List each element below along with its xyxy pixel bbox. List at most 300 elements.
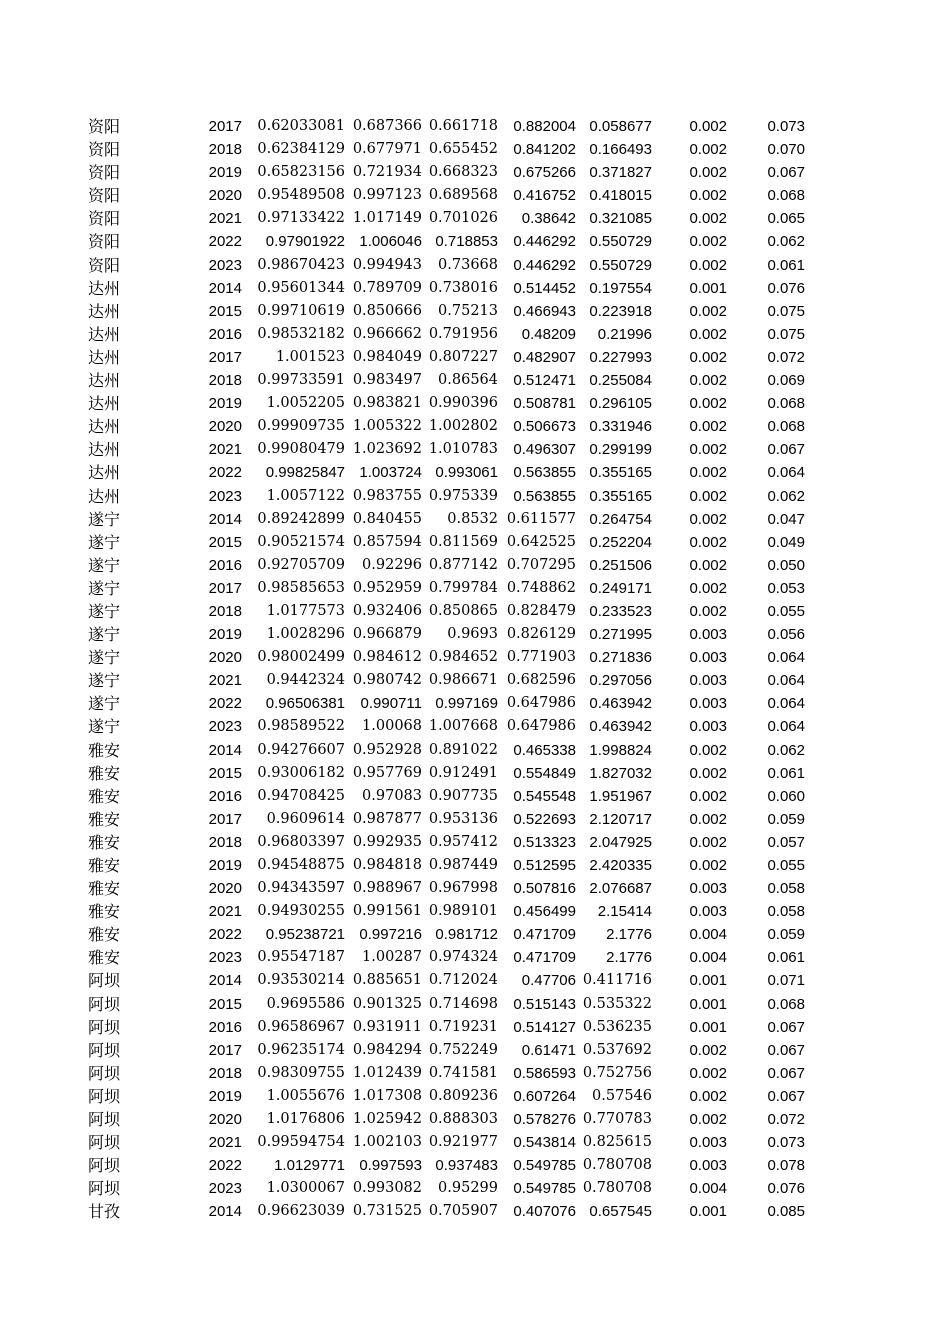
cell-year[interactable]: 2014 xyxy=(208,972,242,990)
cell-value-6[interactable]: 0.002 xyxy=(689,348,727,366)
cell-value-7[interactable]: 0.073 xyxy=(767,1134,805,1152)
cell-value-5[interactable]: 0.251506 xyxy=(589,556,652,574)
cell-value-1[interactable]: 0.96506381 xyxy=(265,695,345,713)
cell-value-1[interactable]: 0.98585653 xyxy=(257,579,345,596)
cell-value-2[interactable]: 0.987877 xyxy=(352,810,422,827)
cell-year[interactable]: 2017 xyxy=(208,348,242,366)
cell-value-5[interactable]: 0.418015 xyxy=(589,187,652,205)
cell-value-4[interactable]: 0.545548 xyxy=(513,787,576,805)
cell-city[interactable]: 达州 xyxy=(88,486,121,506)
cell-value-3[interactable]: 0.989101 xyxy=(428,903,498,920)
cell-value-2[interactable]: 0.789709 xyxy=(352,279,422,296)
cell-value-5[interactable]: 0.537692 xyxy=(582,1041,652,1058)
cell-value-2[interactable]: 0.957769 xyxy=(352,764,422,781)
cell-value-7[interactable]: 0.064 xyxy=(767,464,805,482)
cell-value-3[interactable]: 0.75213 xyxy=(438,302,498,319)
cell-value-5[interactable]: 0.21996 xyxy=(597,325,652,343)
cell-value-4[interactable]: 0.466943 xyxy=(513,302,576,320)
cell-value-2[interactable]: 0.885651 xyxy=(352,972,422,989)
cell-value-6[interactable]: 0.002 xyxy=(689,464,727,482)
cell-value-3[interactable]: 0.984652 xyxy=(428,649,498,666)
cell-value-1[interactable]: 0.95238721 xyxy=(265,926,345,944)
cell-value-2[interactable]: 1.012439 xyxy=(352,1064,422,1081)
cell-value-7[interactable]: 0.062 xyxy=(767,741,805,759)
cell-value-3[interactable]: 0.975339 xyxy=(428,487,498,504)
cell-value-2[interactable]: 1.00068 xyxy=(362,718,422,735)
cell-value-7[interactable]: 0.072 xyxy=(767,348,805,366)
cell-year[interactable]: 2022 xyxy=(208,695,242,713)
cell-value-5[interactable]: 0.550729 xyxy=(589,233,652,251)
cell-city[interactable]: 资阳 xyxy=(88,232,121,252)
cell-year[interactable]: 2021 xyxy=(208,210,242,228)
cell-value-4[interactable]: 0.882004 xyxy=(513,118,576,135)
cell-value-7[interactable]: 0.068 xyxy=(767,995,805,1013)
cell-city[interactable]: 阿坝 xyxy=(88,971,121,991)
cell-value-6[interactable]: 0.002 xyxy=(689,302,727,320)
cell-value-4[interactable]: 0.407076 xyxy=(513,1203,576,1221)
cell-city[interactable]: 阿坝 xyxy=(88,994,121,1014)
cell-value-3[interactable]: 0.921977 xyxy=(428,1134,498,1151)
cell-value-6[interactable]: 0.001 xyxy=(689,995,727,1013)
cell-value-6[interactable]: 0.002 xyxy=(689,441,727,459)
cell-value-7[interactable]: 0.067 xyxy=(767,164,805,182)
cell-value-4[interactable]: 0.48209 xyxy=(521,325,576,343)
cell-value-3[interactable]: 0.888303 xyxy=(428,1111,498,1128)
cell-year[interactable]: 2018 xyxy=(208,372,242,390)
cell-value-7[interactable]: 0.076 xyxy=(767,279,805,297)
cell-year[interactable]: 2021 xyxy=(208,441,242,459)
cell-value-3[interactable]: 0.907735 xyxy=(428,787,498,804)
cell-value-2[interactable]: 0.997593 xyxy=(359,1157,422,1175)
cell-city[interactable]: 达州 xyxy=(88,347,121,367)
cell-value-6[interactable]: 0.004 xyxy=(689,1180,727,1198)
cell-value-1[interactable]: 0.97901922 xyxy=(265,233,345,251)
cell-year[interactable]: 2022 xyxy=(208,1157,242,1175)
cell-value-7[interactable]: 0.078 xyxy=(767,1157,805,1175)
cell-value-7[interactable]: 0.057 xyxy=(767,833,805,851)
cell-value-4[interactable]: 0.554849 xyxy=(513,764,576,782)
cell-value-6[interactable]: 0.003 xyxy=(689,903,727,921)
cell-year[interactable]: 2018 xyxy=(208,1064,242,1082)
cell-year[interactable]: 2023 xyxy=(208,256,242,274)
cell-value-5[interactable]: 0.271995 xyxy=(589,626,652,644)
cell-value-6[interactable]: 0.002 xyxy=(689,210,727,228)
cell-value-5[interactable]: 0.752756 xyxy=(582,1064,652,1081)
cell-value-3[interactable]: 0.967998 xyxy=(428,880,498,897)
cell-value-6[interactable]: 0.002 xyxy=(689,233,727,251)
cell-value-3[interactable]: 0.791956 xyxy=(428,325,498,342)
cell-value-1[interactable]: 0.90521574 xyxy=(257,533,345,550)
cell-value-2[interactable]: 1.002103 xyxy=(352,1134,422,1151)
cell-value-2[interactable]: 0.984612 xyxy=(352,649,422,666)
cell-year[interactable]: 2021 xyxy=(208,672,242,690)
cell-value-6[interactable]: 0.002 xyxy=(689,579,727,597)
cell-value-4[interactable]: 0.61471 xyxy=(521,1041,576,1059)
cell-value-4[interactable]: 0.578276 xyxy=(513,1111,576,1129)
cell-value-2[interactable]: 0.840455 xyxy=(352,510,422,527)
cell-value-6[interactable]: 0.004 xyxy=(689,949,727,967)
cell-city[interactable]: 阿坝 xyxy=(88,1017,121,1037)
cell-city[interactable]: 雅安 xyxy=(88,856,121,875)
cell-value-4[interactable]: 0.522693 xyxy=(513,810,576,828)
cell-value-5[interactable]: 0.536235 xyxy=(582,1018,652,1035)
cell-value-6[interactable]: 0.003 xyxy=(689,880,727,898)
cell-value-3[interactable]: 1.010783 xyxy=(428,441,498,458)
cell-value-4[interactable]: 0.647986 xyxy=(506,695,576,712)
cell-value-3[interactable]: 0.891022 xyxy=(428,741,498,758)
cell-value-5[interactable]: 0.223918 xyxy=(589,302,652,320)
cell-city[interactable]: 阿坝 xyxy=(88,1179,121,1199)
cell-city[interactable]: 甘孜 xyxy=(88,1202,121,1222)
cell-value-1[interactable]: 0.95547187 xyxy=(257,949,345,966)
cell-year[interactable]: 2016 xyxy=(208,787,242,805)
cell-value-4[interactable]: 0.513323 xyxy=(513,833,576,851)
cell-value-5[interactable]: 0.252204 xyxy=(589,533,652,551)
cell-value-5[interactable]: 0.321085 xyxy=(589,210,652,228)
cell-value-6[interactable]: 0.002 xyxy=(689,510,727,528)
cell-value-7[interactable]: 0.070 xyxy=(767,141,805,159)
cell-year[interactable]: 2016 xyxy=(208,325,242,343)
cell-value-5[interactable]: 0.355165 xyxy=(589,487,652,505)
cell-value-3[interactable]: 0.990396 xyxy=(428,395,498,412)
cell-city[interactable]: 雅安 xyxy=(88,879,121,899)
cell-value-6[interactable]: 0.002 xyxy=(689,810,727,828)
cell-value-3[interactable]: 0.741581 xyxy=(428,1064,498,1081)
cell-value-4[interactable]: 0.748862 xyxy=(506,579,576,596)
cell-value-4[interactable]: 0.607264 xyxy=(513,1087,576,1105)
cell-year[interactable]: 2022 xyxy=(208,464,242,482)
cell-value-5[interactable]: 0.411716 xyxy=(582,972,652,989)
cell-value-7[interactable]: 0.061 xyxy=(767,949,805,967)
cell-value-7[interactable]: 0.055 xyxy=(767,857,805,874)
cell-city[interactable]: 遂宁 xyxy=(88,694,121,714)
cell-value-1[interactable]: 0.98589522 xyxy=(257,718,345,735)
cell-value-4[interactable]: 0.611577 xyxy=(506,510,576,527)
cell-value-3[interactable]: 1.007668 xyxy=(428,718,498,735)
cell-value-4[interactable]: 0.586593 xyxy=(513,1064,576,1082)
cell-city[interactable]: 遂宁 xyxy=(88,625,121,645)
cell-value-6[interactable]: 0.002 xyxy=(689,1041,727,1059)
cell-value-1[interactable]: 0.99733591 xyxy=(257,372,345,389)
cell-value-5[interactable]: 0.550729 xyxy=(589,256,652,274)
cell-year[interactable]: 2020 xyxy=(208,1111,242,1129)
cell-value-2[interactable]: 0.991561 xyxy=(352,903,422,920)
cell-city[interactable]: 达州 xyxy=(88,394,121,414)
cell-year[interactable]: 2020 xyxy=(208,880,242,898)
cell-city[interactable]: 雅安 xyxy=(88,925,121,945)
cell-year[interactable]: 2019 xyxy=(208,1087,242,1105)
cell-value-6[interactable]: 0.002 xyxy=(689,187,727,205)
cell-value-4[interactable]: 0.471709 xyxy=(513,926,576,944)
cell-value-7[interactable]: 0.056 xyxy=(767,626,805,644)
cell-value-3[interactable]: 0.811569 xyxy=(428,533,498,550)
cell-value-2[interactable]: 0.97083 xyxy=(362,787,422,804)
cell-value-1[interactable]: 0.98532182 xyxy=(257,325,345,342)
cell-city[interactable]: 达州 xyxy=(88,278,121,298)
cell-value-7[interactable]: 0.067 xyxy=(767,1018,805,1036)
cell-value-1[interactable]: 0.93006182 xyxy=(257,764,345,781)
cell-value-1[interactable]: 0.98670423 xyxy=(257,256,345,273)
cell-value-1[interactable]: 0.94708425 xyxy=(257,787,345,804)
cell-value-2[interactable]: 0.994943 xyxy=(352,256,422,273)
cell-value-4[interactable]: 0.549785 xyxy=(513,1180,576,1198)
cell-value-7[interactable]: 0.076 xyxy=(767,1180,805,1198)
cell-value-1[interactable]: 0.99909735 xyxy=(257,418,345,435)
cell-value-3[interactable]: 0.95299 xyxy=(438,1180,498,1197)
cell-value-4[interactable]: 0.47706 xyxy=(521,972,576,990)
cell-value-7[interactable]: 0.067 xyxy=(767,1087,805,1105)
cell-value-6[interactable]: 0.002 xyxy=(689,256,727,274)
cell-value-7[interactable]: 0.061 xyxy=(767,764,805,782)
cell-value-5[interactable]: 0.297056 xyxy=(589,672,652,690)
cell-year[interactable]: 2017 xyxy=(208,118,242,135)
cell-city[interactable]: 资阳 xyxy=(88,117,121,136)
cell-value-2[interactable]: 0.731525 xyxy=(352,1203,422,1220)
cell-value-4[interactable]: 0.647986 xyxy=(506,718,576,735)
cell-year[interactable]: 2018 xyxy=(208,833,242,851)
cell-value-2[interactable]: 0.92296 xyxy=(362,556,422,573)
cell-value-3[interactable]: 0.9693 xyxy=(447,626,498,643)
cell-value-2[interactable]: 1.00287 xyxy=(362,949,422,966)
cell-city[interactable]: 达州 xyxy=(88,324,121,344)
cell-value-2[interactable]: 0.997216 xyxy=(359,926,422,944)
cell-value-1[interactable]: 0.62384129 xyxy=(257,141,345,158)
cell-city[interactable]: 资阳 xyxy=(88,255,121,275)
cell-value-3[interactable]: 0.689568 xyxy=(428,187,498,204)
cell-value-5[interactable]: 0.770783 xyxy=(582,1111,652,1128)
cell-value-2[interactable]: 0.850666 xyxy=(352,302,422,319)
cell-value-7[interactable]: 0.049 xyxy=(767,533,805,551)
cell-value-2[interactable]: 0.952928 xyxy=(352,741,422,758)
cell-value-5[interactable]: 0.058677 xyxy=(589,118,652,135)
cell-year[interactable]: 2018 xyxy=(208,602,242,620)
cell-year[interactable]: 2023 xyxy=(208,487,242,505)
cell-value-1[interactable]: 0.95601344 xyxy=(257,279,345,296)
cell-value-2[interactable]: 0.931911 xyxy=(352,1018,422,1035)
cell-value-1[interactable]: 0.94343597 xyxy=(257,880,345,897)
cell-value-7[interactable]: 0.047 xyxy=(767,510,805,528)
cell-value-5[interactable]: 0.227993 xyxy=(589,348,652,366)
cell-value-5[interactable]: 0.296105 xyxy=(589,395,652,413)
cell-value-1[interactable]: 0.98309755 xyxy=(257,1064,345,1081)
cell-year[interactable]: 2016 xyxy=(208,1018,242,1036)
cell-value-3[interactable]: 0.714698 xyxy=(428,995,498,1012)
cell-value-7[interactable]: 0.055 xyxy=(767,602,805,620)
cell-value-7[interactable]: 0.058 xyxy=(767,903,805,921)
cell-value-1[interactable]: 0.89242899 xyxy=(257,510,345,527)
cell-year[interactable]: 2023 xyxy=(208,949,242,967)
cell-value-2[interactable]: 0.992935 xyxy=(352,833,422,850)
cell-value-3[interactable]: 0.974324 xyxy=(428,949,498,966)
cell-city[interactable]: 阿坝 xyxy=(88,1133,121,1153)
cell-value-5[interactable]: 0.535322 xyxy=(582,995,652,1012)
cell-value-5[interactable]: 0.780708 xyxy=(582,1180,652,1197)
cell-value-6[interactable]: 0.002 xyxy=(689,164,727,182)
cell-city[interactable]: 达州 xyxy=(88,417,121,437)
cell-value-1[interactable]: 0.65823156 xyxy=(257,164,345,181)
cell-value-6[interactable]: 0.002 xyxy=(689,487,727,505)
cell-year[interactable]: 2015 xyxy=(208,302,242,320)
cell-value-4[interactable]: 0.563855 xyxy=(513,487,576,505)
cell-value-7[interactable]: 0.068 xyxy=(767,395,805,413)
cell-value-2[interactable]: 1.017149 xyxy=(352,210,422,227)
cell-value-6[interactable]: 0.002 xyxy=(689,395,727,413)
cell-value-2[interactable]: 0.983497 xyxy=(352,372,422,389)
cell-value-3[interactable]: 0.705907 xyxy=(428,1203,498,1220)
cell-year[interactable]: 2015 xyxy=(208,764,242,782)
cell-value-7[interactable]: 0.064 xyxy=(767,649,805,667)
cell-value-4[interactable]: 0.482907 xyxy=(513,348,576,366)
cell-value-1[interactable]: 1.0028296 xyxy=(266,626,345,643)
cell-city[interactable]: 资阳 xyxy=(88,209,121,229)
cell-value-2[interactable]: 0.966662 xyxy=(352,325,422,342)
cell-value-6[interactable]: 0.002 xyxy=(689,141,727,159)
cell-value-4[interactable]: 0.446292 xyxy=(513,233,576,251)
cell-value-7[interactable]: 0.062 xyxy=(767,233,805,251)
cell-year[interactable]: 2019 xyxy=(208,626,242,644)
cell-value-1[interactable]: 0.96235174 xyxy=(257,1041,345,1058)
cell-value-1[interactable]: 1.0177573 xyxy=(266,602,345,619)
cell-value-4[interactable]: 0.514127 xyxy=(513,1018,576,1036)
cell-value-6[interactable]: 0.003 xyxy=(689,649,727,667)
cell-value-7[interactable]: 0.075 xyxy=(767,302,805,320)
cell-value-1[interactable]: 0.99825847 xyxy=(265,464,345,482)
cell-value-5[interactable]: 0.249171 xyxy=(589,579,652,597)
cell-value-5[interactable]: 2.076687 xyxy=(589,880,652,898)
cell-value-4[interactable]: 0.549785 xyxy=(513,1157,576,1175)
cell-value-2[interactable]: 0.984294 xyxy=(352,1041,422,1058)
cell-value-5[interactable]: 0.463942 xyxy=(589,718,652,736)
cell-value-3[interactable]: 0.752249 xyxy=(428,1041,498,1058)
cell-value-4[interactable]: 0.675266 xyxy=(513,164,576,182)
cell-value-6[interactable]: 0.002 xyxy=(689,372,727,390)
cell-value-6[interactable]: 0.002 xyxy=(689,1111,727,1129)
cell-year[interactable]: 2021 xyxy=(208,903,242,921)
cell-value-6[interactable]: 0.003 xyxy=(689,672,727,690)
cell-value-5[interactable]: 1.998824 xyxy=(589,741,652,759)
cell-value-2[interactable]: 0.983821 xyxy=(352,395,422,412)
cell-city[interactable]: 遂宁 xyxy=(88,532,121,552)
cell-year[interactable]: 2023 xyxy=(208,718,242,736)
cell-value-6[interactable]: 0.004 xyxy=(689,926,727,944)
cell-value-6[interactable]: 0.003 xyxy=(689,718,727,736)
cell-value-4[interactable]: 0.416752 xyxy=(513,187,576,205)
cell-value-3[interactable]: 0.953136 xyxy=(428,810,498,827)
cell-city[interactable]: 达州 xyxy=(88,301,121,321)
cell-value-1[interactable]: 0.92705709 xyxy=(257,556,345,573)
cell-value-5[interactable]: 0.166493 xyxy=(589,141,652,159)
cell-value-6[interactable]: 0.003 xyxy=(689,1157,727,1175)
cell-city[interactable]: 达州 xyxy=(88,371,121,391)
cell-value-7[interactable]: 0.058 xyxy=(767,880,805,898)
cell-city[interactable]: 雅安 xyxy=(88,832,121,852)
cell-value-3[interactable]: 0.809236 xyxy=(428,1087,498,1104)
cell-value-7[interactable]: 0.060 xyxy=(767,787,805,805)
cell-value-3[interactable]: 0.718853 xyxy=(435,233,498,251)
cell-value-2[interactable]: 0.687366 xyxy=(352,118,422,134)
cell-value-4[interactable]: 0.642525 xyxy=(506,533,576,550)
cell-value-2[interactable]: 0.984049 xyxy=(352,348,422,365)
cell-value-2[interactable]: 0.997123 xyxy=(352,187,422,204)
cell-value-6[interactable]: 0.002 xyxy=(689,533,727,551)
cell-year[interactable]: 2022 xyxy=(208,926,242,944)
cell-year[interactable]: 2014 xyxy=(208,741,242,759)
cell-value-4[interactable]: 0.514452 xyxy=(513,279,576,297)
cell-value-2[interactable]: 1.023692 xyxy=(352,441,422,458)
cell-value-1[interactable]: 1.0129771 xyxy=(274,1157,345,1175)
cell-value-3[interactable]: 0.668323 xyxy=(428,164,498,181)
cell-value-5[interactable]: 0.299199 xyxy=(589,441,652,459)
cell-city[interactable]: 资阳 xyxy=(88,186,121,206)
cell-value-1[interactable]: 0.95489508 xyxy=(257,187,345,204)
cell-value-1[interactable]: 0.99710619 xyxy=(257,302,345,319)
cell-year[interactable]: 2022 xyxy=(208,233,242,251)
cell-value-2[interactable]: 1.006046 xyxy=(359,233,422,251)
cell-value-6[interactable]: 0.002 xyxy=(689,602,727,620)
cell-value-6[interactable]: 0.001 xyxy=(689,279,727,297)
cell-city[interactable]: 雅安 xyxy=(88,948,121,968)
cell-value-7[interactable]: 0.073 xyxy=(767,118,805,135)
cell-value-7[interactable]: 0.065 xyxy=(767,210,805,228)
cell-value-4[interactable]: 0.563855 xyxy=(513,464,576,482)
cell-value-7[interactable]: 0.067 xyxy=(767,1064,805,1082)
cell-value-2[interactable]: 0.901325 xyxy=(352,995,422,1012)
cell-year[interactable]: 2019 xyxy=(208,395,242,413)
cell-value-3[interactable]: 1.002802 xyxy=(428,418,498,435)
cell-value-1[interactable]: 0.62033081 xyxy=(257,118,345,134)
cell-value-7[interactable]: 0.064 xyxy=(767,695,805,713)
cell-value-1[interactable]: 0.96803397 xyxy=(257,833,345,850)
cell-value-1[interactable]: 0.9609614 xyxy=(266,810,345,827)
cell-value-6[interactable]: 0.002 xyxy=(689,1064,727,1082)
cell-value-1[interactable]: 0.94548875 xyxy=(257,857,345,873)
cell-value-6[interactable]: 0.002 xyxy=(689,833,727,851)
cell-value-4[interactable]: 0.771903 xyxy=(506,649,576,666)
cell-value-6[interactable]: 0.002 xyxy=(689,787,727,805)
cell-value-7[interactable]: 0.068 xyxy=(767,418,805,436)
cell-value-2[interactable]: 1.003724 xyxy=(359,464,422,482)
cell-value-3[interactable]: 0.701026 xyxy=(428,210,498,227)
cell-value-1[interactable]: 0.94930255 xyxy=(257,903,345,920)
cell-value-7[interactable]: 0.053 xyxy=(767,579,805,597)
cell-value-1[interactable]: 1.0176806 xyxy=(266,1111,345,1128)
cell-value-1[interactable]: 0.99594754 xyxy=(257,1134,345,1151)
cell-value-3[interactable]: 0.993061 xyxy=(435,464,498,482)
cell-city[interactable]: 雅安 xyxy=(88,902,121,922)
cell-value-5[interactable]: 0.825615 xyxy=(582,1134,652,1151)
cell-year[interactable]: 2014 xyxy=(208,1203,242,1221)
cell-value-7[interactable]: 0.050 xyxy=(767,556,805,574)
cell-value-5[interactable]: 0.355165 xyxy=(589,464,652,482)
cell-value-5[interactable]: 0.271836 xyxy=(589,649,652,667)
cell-value-5[interactable]: 2.420335 xyxy=(589,857,652,874)
cell-value-5[interactable]: 1.951967 xyxy=(589,787,652,805)
cell-city[interactable]: 阿坝 xyxy=(88,1110,121,1130)
cell-year[interactable]: 2014 xyxy=(208,510,242,528)
cell-city[interactable]: 资阳 xyxy=(88,163,121,183)
cell-value-6[interactable]: 0.002 xyxy=(689,118,727,135)
cell-city[interactable]: 遂宁 xyxy=(88,509,121,529)
cell-value-7[interactable]: 0.072 xyxy=(767,1111,805,1129)
cell-year[interactable]: 2023 xyxy=(208,1180,242,1198)
cell-value-3[interactable]: 0.738016 xyxy=(428,279,498,296)
cell-value-7[interactable]: 0.061 xyxy=(767,256,805,274)
cell-value-1[interactable]: 1.0052205 xyxy=(266,395,345,412)
cell-value-4[interactable]: 0.446292 xyxy=(513,256,576,274)
cell-value-6[interactable]: 0.002 xyxy=(689,418,727,436)
cell-value-3[interactable]: 0.799784 xyxy=(428,579,498,596)
cell-city[interactable]: 雅安 xyxy=(88,740,121,760)
